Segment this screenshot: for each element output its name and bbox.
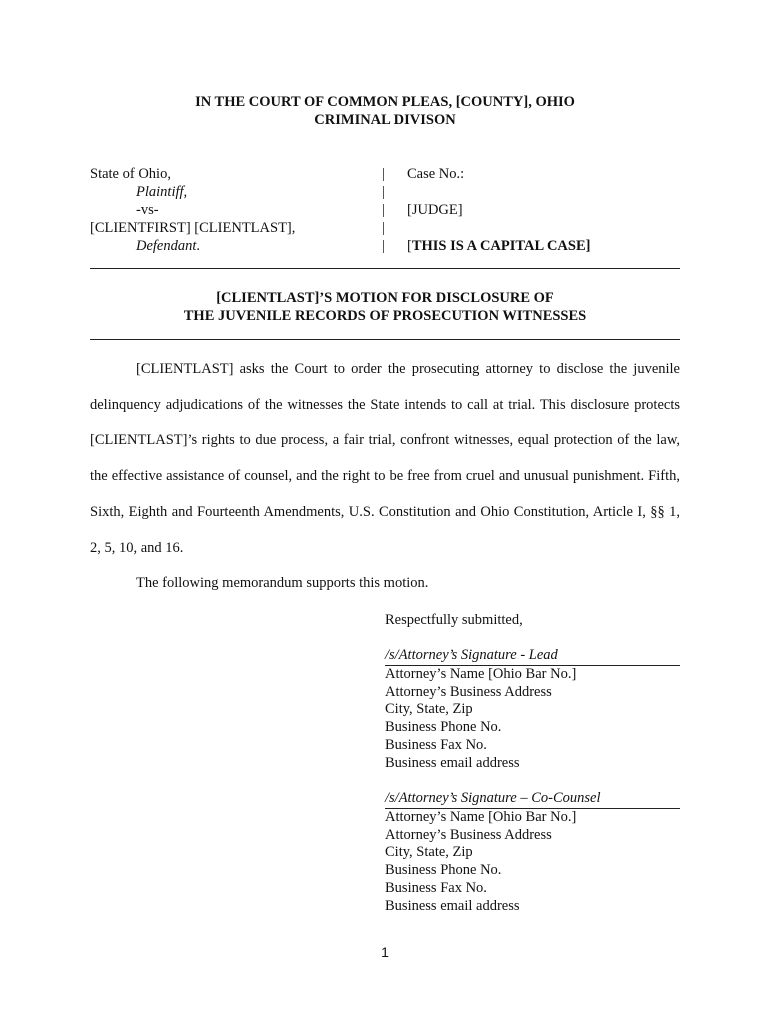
caption-separator: | bbox=[382, 166, 385, 182]
signature-block-co-counsel bbox=[385, 790, 680, 916]
caption-client: [CLIENTFIRST] [CLIENTLAST], bbox=[90, 220, 296, 236]
court-division: CRIMINAL DIVISON bbox=[314, 112, 456, 128]
attorney-city: City, State, Zip bbox=[385, 844, 473, 861]
court-heading: IN THE COURT OF COMMON PLEAS, [COUNTY], OHIO bbox=[195, 94, 575, 110]
caption-separator: | bbox=[382, 220, 385, 236]
attorney-city: City, State, Zip bbox=[385, 701, 473, 718]
case-number-label: Case No.: bbox=[407, 166, 465, 182]
caption-separator: | bbox=[382, 202, 385, 218]
attorney-email: Business email address bbox=[385, 754, 520, 771]
attorney-fax: Business Fax No. bbox=[385, 879, 487, 896]
signature-line: /s/Attorney’s Signature - Lead bbox=[385, 647, 680, 666]
capital-case-notice bbox=[407, 238, 590, 255]
attorney-phone: Business Phone No. bbox=[385, 719, 502, 736]
caption-defendant-label: Defendant bbox=[136, 238, 197, 254]
caption-divider bbox=[90, 268, 680, 269]
attorney-phone: Business Phone No. bbox=[385, 862, 502, 879]
caption-separator: | bbox=[382, 184, 385, 200]
motion-body-paragraph: [CLIENTLAST] asks the Court to order the prosecuting attorney to disclose the juvenile delinquency adjudications of the witnesses the State intends to call at trial. This disclosure protects [CLIENTLAST]’s rights to due process, a fair trial, confront witnesses, equal protection of the law, the effective assistance of counsel, and the right to be free from cruel and unusual punishment. Fifth, Sixth, Eighth and Fourteenth Amendments, U.S. Constitution and Ohio Constitution, Article I, §§ 1, 2, 5, 10, and 16. bbox=[90, 361, 680, 556]
page-number: 1 bbox=[381, 944, 389, 960]
attorney-name: Attorney’s Name [Ohio Bar No.] bbox=[385, 808, 577, 825]
closing-line: Respectfully submitted, bbox=[385, 612, 523, 628]
caption-separator: | bbox=[382, 238, 385, 254]
motion-title-line2: THE JUVENILE RECORDS OF PROSECUTION WITNESSES bbox=[183, 308, 587, 324]
judge-field: [JUDGE] bbox=[407, 202, 463, 218]
caption-plaintiff: Plaintiff, bbox=[136, 184, 188, 200]
caption-vs: -vs- bbox=[136, 202, 159, 218]
attorney-email: Business email address bbox=[385, 897, 520, 914]
motion-title-line1: [CLIENTLAST]’S MOTION FOR DISCLOSURE OF bbox=[216, 290, 554, 306]
caption-defendant-punct: . bbox=[196, 238, 201, 254]
memorandum-reference: The following memorandum supports this motion. bbox=[136, 575, 429, 591]
caption-state: State of Ohio, bbox=[90, 166, 171, 182]
attorney-address: Attorney’s Business Address bbox=[385, 826, 552, 843]
signature-block-lead bbox=[385, 647, 680, 773]
attorney-address: Attorney’s Business Address bbox=[385, 683, 552, 700]
capital-case-bracket: [ bbox=[407, 238, 412, 254]
signature-line: /s/Attorney’s Signature – Co-Counsel bbox=[385, 790, 680, 809]
attorney-name: Attorney’s Name [Ohio Bar No.] bbox=[385, 665, 577, 682]
caption-defendant bbox=[136, 238, 200, 255]
title-divider bbox=[90, 339, 680, 340]
attorney-fax: Business Fax No. bbox=[385, 736, 487, 753]
capital-case-text: THIS IS A CAPITAL CASE] bbox=[411, 238, 591, 254]
